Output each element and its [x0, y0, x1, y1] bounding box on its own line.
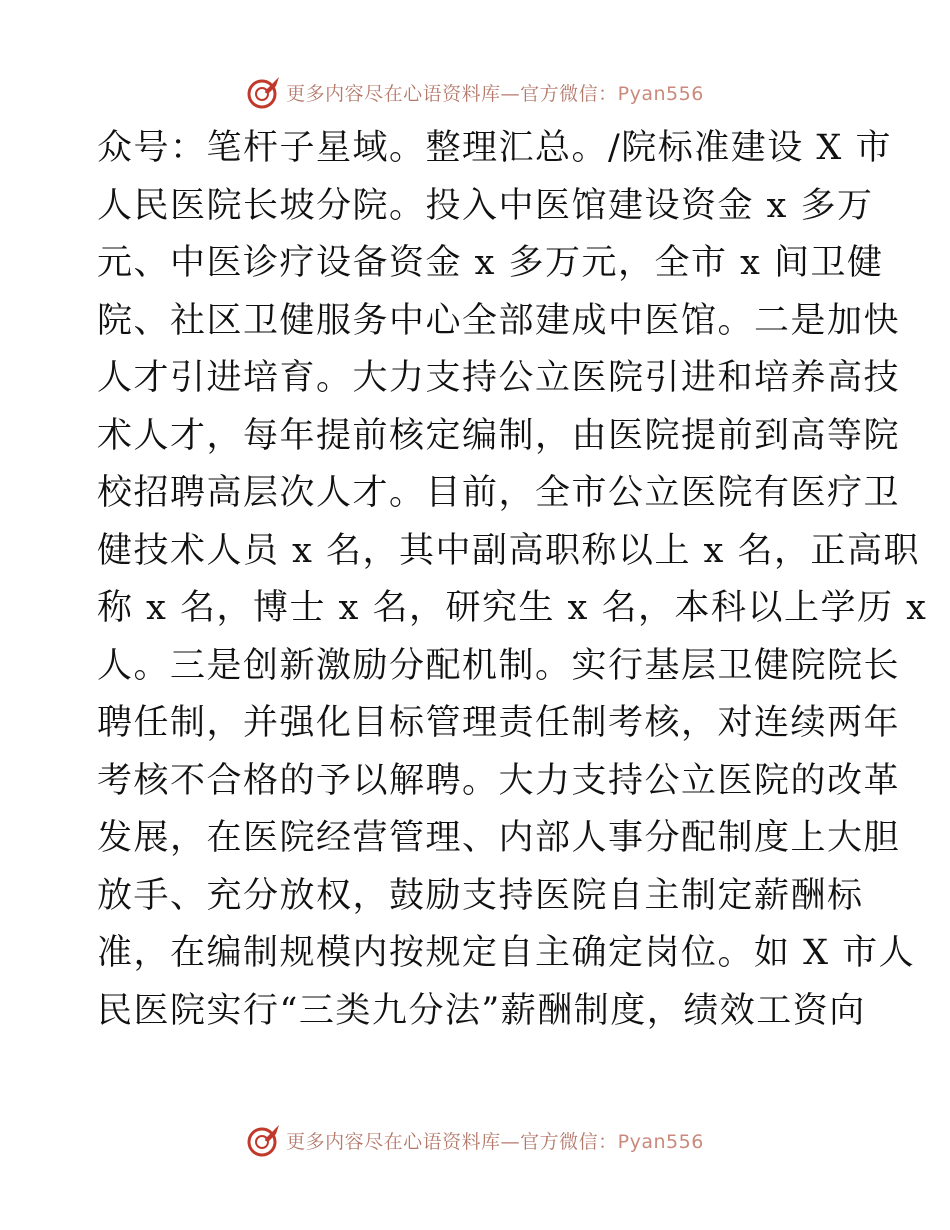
body-line: 众号：笔杆子星域。整理汇总。/院标准建设 X 市: [97, 128, 892, 168]
body-line: 元、中医诊疗设备资金 x 多万元，全市 x 间卫健: [97, 243, 884, 283]
body-line: 聘任制，并强化目标管理责任制考核，对连续两年: [97, 703, 901, 743]
body-line: 人才引进培育。大力支持公立医院引进和培养高技: [97, 358, 901, 398]
body-line: 发展，在医院经营管理、内部人事分配制度上大胆: [97, 818, 901, 858]
body-line: 人。三是创新激励分配机制。实行基层卫健院院长: [97, 645, 901, 686]
quill-pen-icon: [246, 1122, 282, 1158]
body-line: 术人才，每年提前核定编制，由医院提前到高等院: [97, 415, 901, 456]
header-banner-handle: Pyan556: [617, 82, 704, 105]
body-line: 考核不合格的予以解聘。大力支持公立医院的改革: [97, 760, 901, 801]
footer-banner-handle: Pyan556: [617, 1130, 704, 1153]
body-line: 校招聘高层次人才。目前，全市公立医院有医疗卫: [97, 473, 901, 513]
body-line: 院、社区卫健服务中心全部建成中医馆。二是加快: [97, 300, 901, 341]
quill-pen-icon: [246, 74, 282, 110]
document-body: [97, 120, 928, 1040]
footer-banner-text: [286, 1127, 704, 1154]
body-line: 称 x 名，博士 x 名，研究生 x 名，本科以上学历 x: [97, 588, 928, 628]
footer-watermark-banner: [0, 1120, 950, 1160]
header-banner-text: [286, 79, 704, 106]
body-line: 健技术人员 x 名，其中副高职称以上 x 名，正高职: [97, 530, 920, 571]
header-banner-label: 更多内容尽在心语资料库—官方微信：: [286, 82, 618, 105]
body-line: 准，在编制规模内按规定自主确定岗位。如 X 市人: [97, 933, 916, 973]
footer-banner-label: 更多内容尽在心语资料库—官方微信：: [286, 1130, 618, 1153]
body-line: 放手、充分放权，鼓励支持医院自主制定薪酬标: [97, 875, 864, 916]
header-watermark-banner: [0, 72, 950, 112]
body-line: 人民医院长坡分院。投入中医馆建设资金 x 多万: [97, 185, 874, 226]
body-line: 民医院实行“三类九分法”薪酬制度，绩效工资向: [97, 990, 866, 1031]
